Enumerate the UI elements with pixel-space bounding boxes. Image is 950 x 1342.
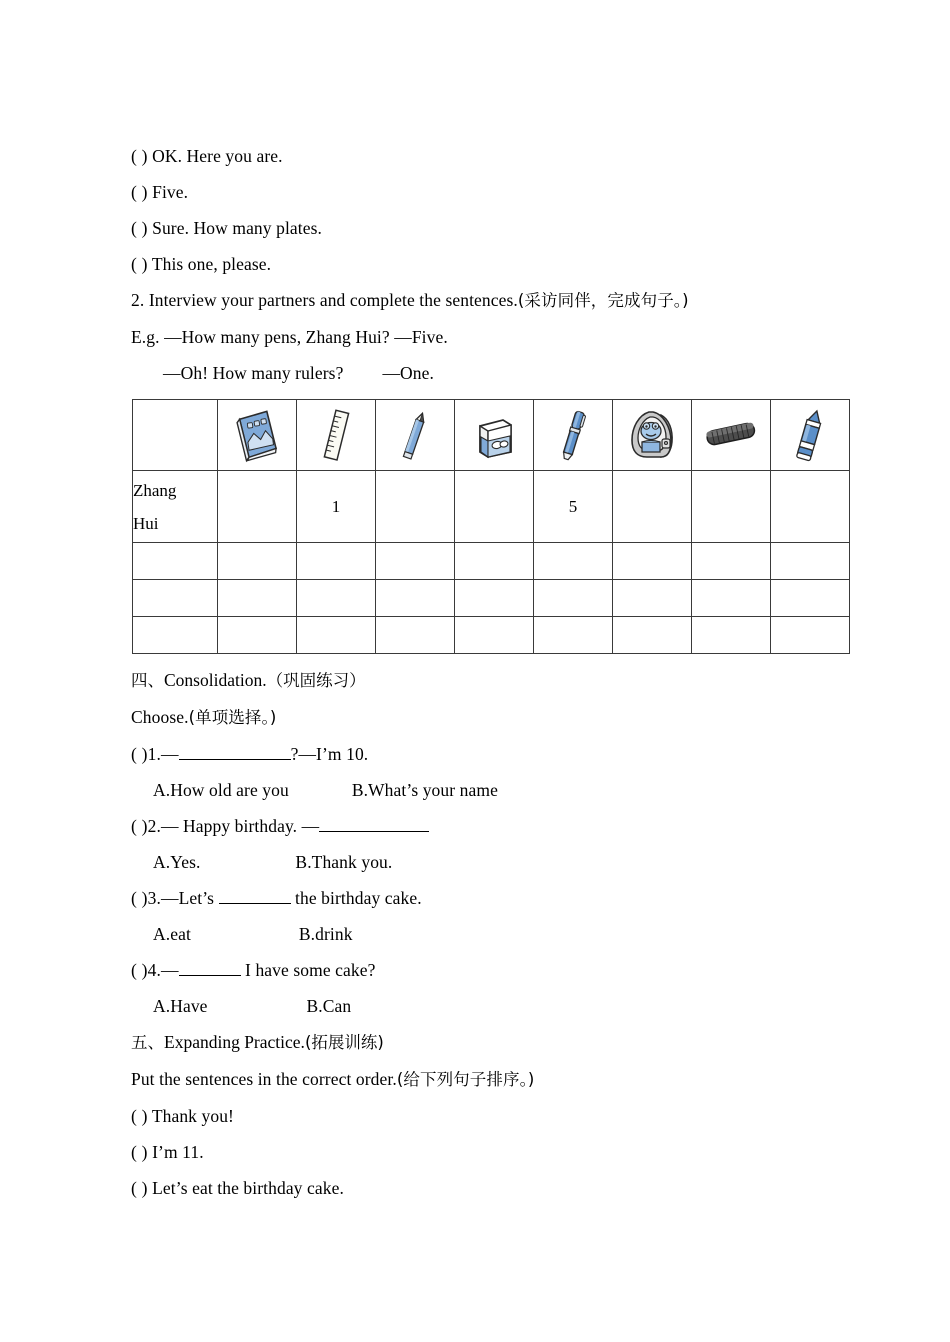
answer-blank[interactable] [319, 818, 429, 832]
question-2 [131, 808, 843, 844]
question-number: 3. [147, 888, 161, 908]
cell-ruler[interactable] [297, 543, 376, 580]
row-name-line1: Zhang [133, 480, 177, 500]
row-name-cell[interactable] [133, 543, 218, 580]
row-name-cell[interactable] [133, 471, 218, 543]
answer-bracket[interactable]: ( ) [131, 254, 148, 274]
header-cell-book [218, 400, 297, 471]
option-b[interactable]: B.Thank you. [295, 852, 393, 872]
answer-bracket[interactable]: ( ) [131, 182, 148, 202]
eraser-box-icon [455, 401, 533, 469]
table-header-row [133, 400, 850, 471]
table-row [133, 617, 850, 654]
question-number: 4. [147, 960, 161, 980]
crayon-icon [771, 401, 849, 469]
question-stem-before: — Happy birthday. — [160, 816, 320, 836]
cell-book[interactable] [218, 617, 297, 654]
question-4 [131, 952, 843, 988]
cell-pencil-case[interactable] [692, 471, 771, 543]
cell-pencil[interactable] [376, 580, 455, 617]
question-stem-before: —Let’s [160, 888, 219, 908]
cell-schoolbag[interactable] [613, 543, 692, 580]
instruction-en: Put the sentences in the correct order. [131, 1069, 397, 1089]
option-b[interactable]: B.What’s your name [351, 780, 498, 800]
option-a[interactable]: A.eat [153, 924, 191, 944]
option-b[interactable]: B.Can [306, 996, 352, 1016]
cell-eraser-box[interactable] [455, 580, 534, 617]
cell-schoolbag[interactable] [613, 471, 692, 543]
section-number: 五、 [131, 1033, 164, 1052]
list-item-text: This one, please. [151, 254, 272, 274]
answer-bracket[interactable]: ( ) [131, 888, 148, 908]
example-line-2 [131, 355, 843, 391]
cell-pen[interactable] [534, 543, 613, 580]
task-instruction-en: Interview your partners and complete the sentences. [148, 290, 518, 310]
question-number: 1. [147, 744, 161, 764]
worksheet-content [131, 138, 843, 1206]
question-stem-before: — [160, 744, 179, 764]
list-item-text: Sure. How many plates. [152, 218, 323, 238]
section-title-en: Expanding Practice. [164, 1032, 305, 1052]
list-item-text: I’m 11. [152, 1142, 204, 1162]
question-3 [131, 880, 843, 916]
cell-pen[interactable]: 5 [534, 471, 613, 543]
choose-instruction [131, 699, 843, 736]
list-item-text: Let’s eat the birthday cake. [152, 1178, 344, 1198]
list-item [131, 1098, 843, 1134]
row-name-line2: Hui [133, 513, 159, 533]
header-cell-eraser-box [455, 400, 534, 471]
list-item [131, 174, 843, 210]
example-label: E.g. [131, 327, 160, 347]
list-item-text: OK. Here you are. [152, 146, 283, 166]
example-text: —How many pens, Zhang Hui? —Five. [164, 327, 448, 347]
cell-book[interactable] [218, 471, 297, 543]
cell-pencil[interactable] [376, 543, 455, 580]
consolidation-heading [131, 662, 843, 699]
question-stem-after: I have some cake? [240, 960, 376, 980]
table-row [133, 471, 850, 543]
question-number: 2. [147, 816, 161, 836]
pencil-icon [376, 401, 454, 469]
question-stem-after: ?—I’m 10. [290, 744, 369, 764]
answer-bracket[interactable]: ( ) [131, 1178, 148, 1198]
ruler-icon [297, 401, 375, 469]
example-line-1 [131, 319, 843, 355]
cell-pencil[interactable] [376, 617, 455, 654]
schoolbag-icon [613, 401, 691, 469]
list-item [131, 210, 843, 246]
expanding-heading [131, 1024, 843, 1061]
task-number: 2. [131, 290, 145, 310]
option-a[interactable]: A.Yes. [153, 852, 201, 872]
cell-eraser-box[interactable] [455, 543, 534, 580]
section-title-cn: (拓展训练) [304, 1033, 384, 1052]
cell-pen[interactable] [534, 580, 613, 617]
cell-eraser-box[interactable] [455, 617, 534, 654]
cell-pencil-case[interactable] [692, 543, 771, 580]
cell-schoolbag[interactable] [613, 617, 692, 654]
choose-label-en: Choose. [131, 707, 189, 727]
question-stem-before: — [160, 960, 179, 980]
list-item [131, 1134, 843, 1170]
question-2-options [131, 844, 843, 880]
expanding-instruction [131, 1061, 843, 1098]
example-answer: —One. [382, 363, 434, 383]
cell-ruler[interactable] [297, 617, 376, 654]
cell-pencil-case[interactable] [692, 580, 771, 617]
question-1-options [131, 772, 843, 808]
cell-pencil-case[interactable] [692, 617, 771, 654]
cell-crayon[interactable] [771, 543, 850, 580]
list-item-text: Five. [152, 182, 189, 202]
header-cell-pen [534, 400, 613, 471]
option-a[interactable]: A.Have [153, 996, 208, 1016]
answer-bracket[interactable]: ( ) [131, 1142, 148, 1162]
choose-label-cn: (单项选择。) [188, 708, 277, 727]
answer-blank[interactable] [179, 746, 291, 760]
list-item [131, 246, 843, 282]
section-title-cn: （巩固练习） [266, 671, 366, 690]
instruction-cn: (给下列句子排序。) [396, 1070, 535, 1089]
cell-ruler[interactable]: 1 [297, 471, 376, 543]
cell-pen[interactable] [534, 617, 613, 654]
task-instruction-cn: (采访同伴，完成句子。) [517, 291, 689, 310]
answer-bracket[interactable]: ( ) [131, 816, 148, 836]
book-icon [218, 401, 296, 469]
table-row [133, 543, 850, 580]
answer-blank[interactable] [219, 890, 291, 904]
list-item [131, 138, 843, 174]
answer-blank[interactable] [179, 962, 241, 976]
question-1 [131, 736, 843, 772]
answer-bracket[interactable]: ( ) [131, 960, 148, 980]
cell-crayon[interactable] [771, 617, 850, 654]
header-cell-pencil-case [692, 400, 771, 471]
cell-schoolbag[interactable] [613, 580, 692, 617]
row-name-cell[interactable] [133, 580, 218, 617]
cell-book[interactable] [218, 580, 297, 617]
list-item-text: Thank you! [151, 1106, 234, 1126]
pencil-case-icon [692, 401, 770, 469]
answer-bracket[interactable]: ( ) [131, 1106, 148, 1126]
cell-crayon[interactable] [771, 580, 850, 617]
option-a[interactable]: A.How old are you [153, 780, 289, 800]
question-3-options [131, 916, 843, 952]
table-row [133, 580, 850, 617]
survey-table [132, 399, 850, 654]
example-question: —Oh! How many rulers? [163, 363, 344, 383]
header-cell-name [133, 400, 218, 471]
header-cell-schoolbag [613, 400, 692, 471]
cell-eraser-box[interactable] [455, 471, 534, 543]
option-b[interactable]: B.drink [298, 924, 353, 944]
row-name-cell[interactable] [133, 617, 218, 654]
answer-bracket[interactable]: ( ) [131, 218, 148, 238]
section-number: 四、 [131, 671, 164, 690]
cell-book[interactable] [218, 543, 297, 580]
question-stem-after: the birthday cake. [290, 888, 422, 908]
pen-icon [534, 401, 612, 469]
header-cell-pencil [376, 400, 455, 471]
header-cell-ruler [297, 400, 376, 471]
question-4-options [131, 988, 843, 1024]
list-item [131, 1170, 843, 1206]
section-title-en: Consolidation. [164, 670, 267, 690]
cell-crayon[interactable] [771, 471, 850, 543]
answer-bracket[interactable]: ( ) [131, 146, 148, 166]
cell-pencil[interactable] [376, 471, 455, 543]
header-cell-crayon [771, 400, 850, 471]
answer-bracket[interactable]: ( ) [131, 744, 148, 764]
interview-instruction [131, 282, 843, 319]
cell-ruler[interactable] [297, 580, 376, 617]
